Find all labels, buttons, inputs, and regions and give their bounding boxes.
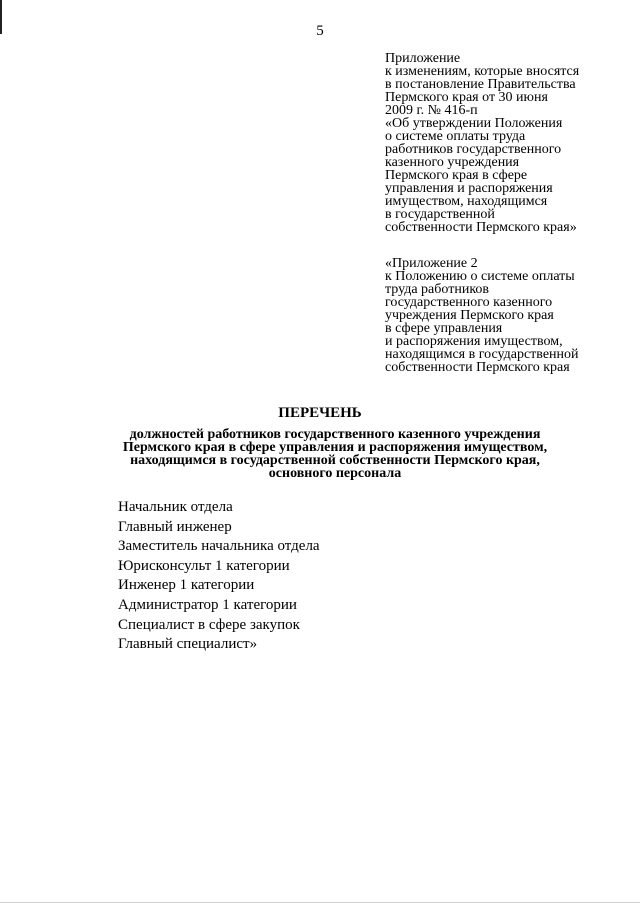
annex-header-line: в государственной xyxy=(385,207,495,222)
positions-list xyxy=(118,498,320,655)
list-subtitle xyxy=(100,428,570,480)
annex-2-header-line: труда работников xyxy=(385,282,490,297)
annex-header-line: о системе оплаты труда xyxy=(385,129,526,144)
list-item: Главный специалист» xyxy=(118,636,258,653)
annex-header-line: казенного учреждения xyxy=(385,155,520,170)
annex-header-line: Пермского края в сфере xyxy=(385,168,528,183)
annex-2-header-line: учреждения Пермского края xyxy=(385,308,554,323)
annex-header-line: 2009 г. № 416-п xyxy=(385,103,478,118)
annex-2-header-line: в сфере управления xyxy=(385,321,503,336)
list-item: Администратор 1 категории xyxy=(118,596,297,613)
list-item: Специалист в сфере закупок xyxy=(118,616,300,633)
annex-2-header-line: находящимся в государственной xyxy=(385,347,579,362)
annex-header-line: имуществом, находящимся xyxy=(385,194,548,209)
list-title: ПЕРЕЧЕНЬ xyxy=(278,405,362,421)
annex-header-line: работников государственного xyxy=(385,142,562,157)
annex-header-line: собственности Пермского края» xyxy=(385,220,577,235)
annex-2-header-line: собственности Пермского края xyxy=(385,360,570,375)
page-number: 5 xyxy=(316,23,324,39)
list-item: Инженер 1 категории xyxy=(118,577,255,594)
annex-header-line: к изменениям, которые вносятся xyxy=(385,64,580,79)
annex-header-line: Пермского края от 30 июня xyxy=(385,90,548,105)
annex-2-header xyxy=(385,257,635,374)
annex-2-header-line: и распоряжения имуществом, xyxy=(385,334,563,349)
annex-header-line: Приложение xyxy=(385,51,461,66)
annex-header-line: «Об утверждении Положения xyxy=(385,116,563,131)
list-item: Начальник отдела xyxy=(118,499,233,515)
list-item: Главный инженер xyxy=(118,518,232,535)
page-bottom-edge xyxy=(0,902,640,903)
list-item: Юрисконсульт 1 категории xyxy=(118,557,290,574)
list-subtitle-line: должностей работников государственного казенного учреждения xyxy=(129,427,541,442)
annex-2-header-line: государственного казенного xyxy=(385,295,553,310)
list-item: Заместитель начальника отдела xyxy=(118,538,320,555)
annex-header xyxy=(385,52,635,234)
annex-header-line: управления и распоряжения xyxy=(385,181,553,196)
list-subtitle-line: находящимся в государственной собственности Пермского края, xyxy=(130,453,540,468)
annex-header-line: в постановление Правительства xyxy=(385,77,576,92)
list-subtitle-line: Пермского края в сфере управления и распоряжения имуществом, xyxy=(122,440,548,455)
annex-2-header-line: «Приложение 2 xyxy=(385,256,478,271)
annex-2-header-line: к Положению о системе оплаты xyxy=(385,269,575,284)
list-subtitle-line: основного персонала xyxy=(268,466,402,481)
